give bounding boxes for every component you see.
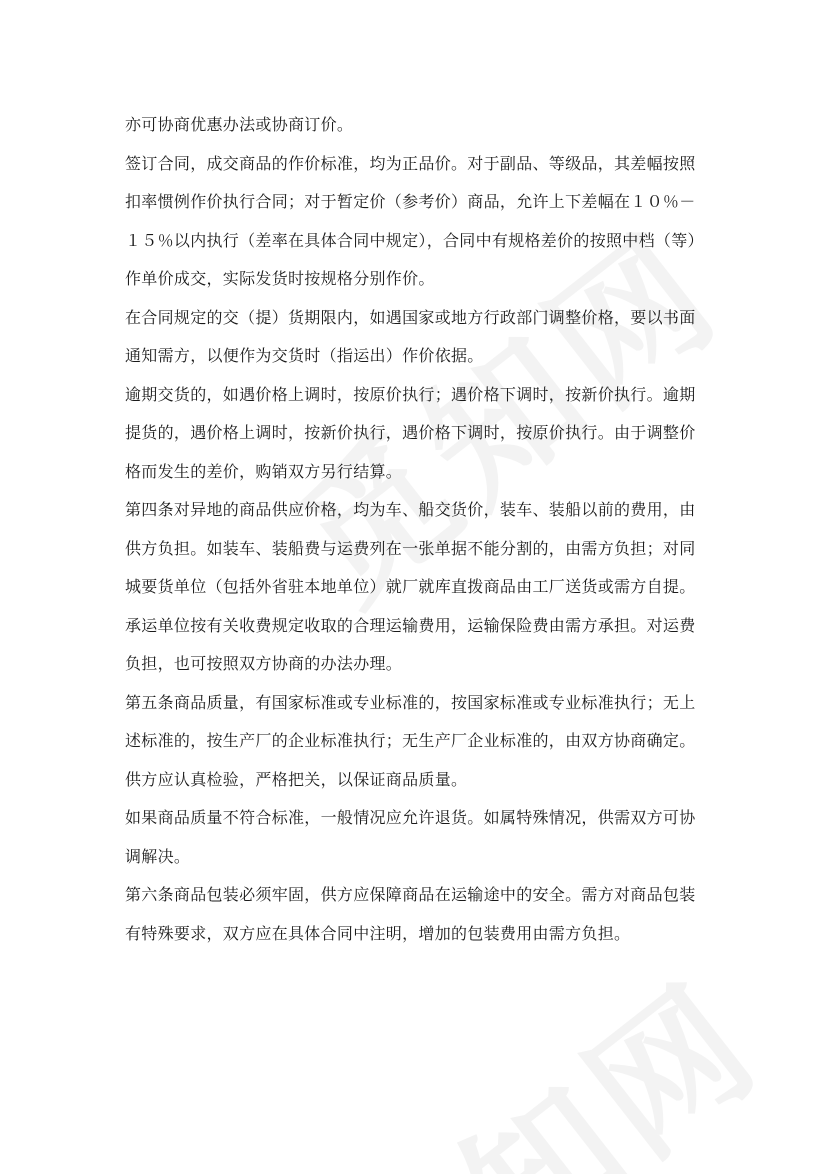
text-line: 有特殊要求，双方应在具体合同中注明，增加的包装费用由需方负担。 bbox=[125, 923, 631, 943]
text-line: 调解决。 bbox=[125, 846, 191, 866]
text-line: 在合同规定的交（提）货期限内，如遇国家或地方行政部门调整价格，要以书面 bbox=[125, 307, 696, 327]
text-line: 通知需方，以便作为交货时（指运出）作价依据。 bbox=[125, 346, 484, 365]
text-line: 负担，也可按照双方协商的办法办理。 bbox=[125, 654, 403, 673]
text-line: 逾期交货的，如遇价格上调时，按原价执行；遇价格下调时，按新价执行。逾期 bbox=[125, 384, 696, 404]
watermark-logo bbox=[284, 925, 795, 1174]
text-line: 第五条商品质量，有国家标准或专业标准的，按国家标准或专业标准执行；无上 bbox=[125, 692, 696, 712]
text-line: 提货的，遇价格上调时，按新价执行，遇价格下调时，按原价执行。由于调整价 bbox=[125, 423, 696, 442]
text-line: 如果商品质量不符合标准，一般情况应允许退货。如属特殊情况，供需双方可协 bbox=[125, 808, 696, 827]
text-line: 签订合同，成交商品的作价标准，均为正品价。对于副品、等级品，其差幅按照 bbox=[125, 153, 696, 173]
text-line: 扣率惯例作价执行合同；对于暂定价（参考价）商品，允许上下差幅在１０％－ bbox=[125, 192, 696, 211]
text-line: 作单价成交，实际发货时按规格分别作价。 bbox=[125, 269, 435, 288]
text-line: 亦可协商优惠办法或协商订价。 bbox=[125, 115, 354, 134]
text-line: １５％以内执行（差率在具体合同中规定），合同中有规格差价的按照中档（等） bbox=[125, 230, 704, 250]
text-line: 供方应认真检验，严格把关，以保证商品质量。 bbox=[125, 769, 468, 789]
text-line: 第四条对异地的商品供应价格，均为车、船交货价，装车、装船以前的费用，由 bbox=[125, 500, 696, 519]
text-line: 格而发生的差价，购销双方另行结算。 bbox=[125, 461, 403, 481]
text-line: 供方负担。如装车、装船费与运费列在一张单据不能分割的，由需方负担；对同 bbox=[125, 538, 696, 558]
document-body bbox=[125, 106, 725, 953]
text-line: 城要货单位（包括外省驻本地单位）就厂就库直拨商品由工厂送货或需方自提。 bbox=[125, 577, 696, 596]
text-line: 第六条商品包装必须牢固，供方应保障商品在运输途中的安全。需方对商品包装 bbox=[125, 885, 696, 904]
text-line: 承运单位按有关收费规定收取的合理运输费用，运输保险费由需方承担。对运费 bbox=[125, 615, 696, 635]
text-line: 述标准的，按生产厂的企业标准执行；无生产厂企业标准的，由双方协商确定。 bbox=[125, 731, 696, 750]
